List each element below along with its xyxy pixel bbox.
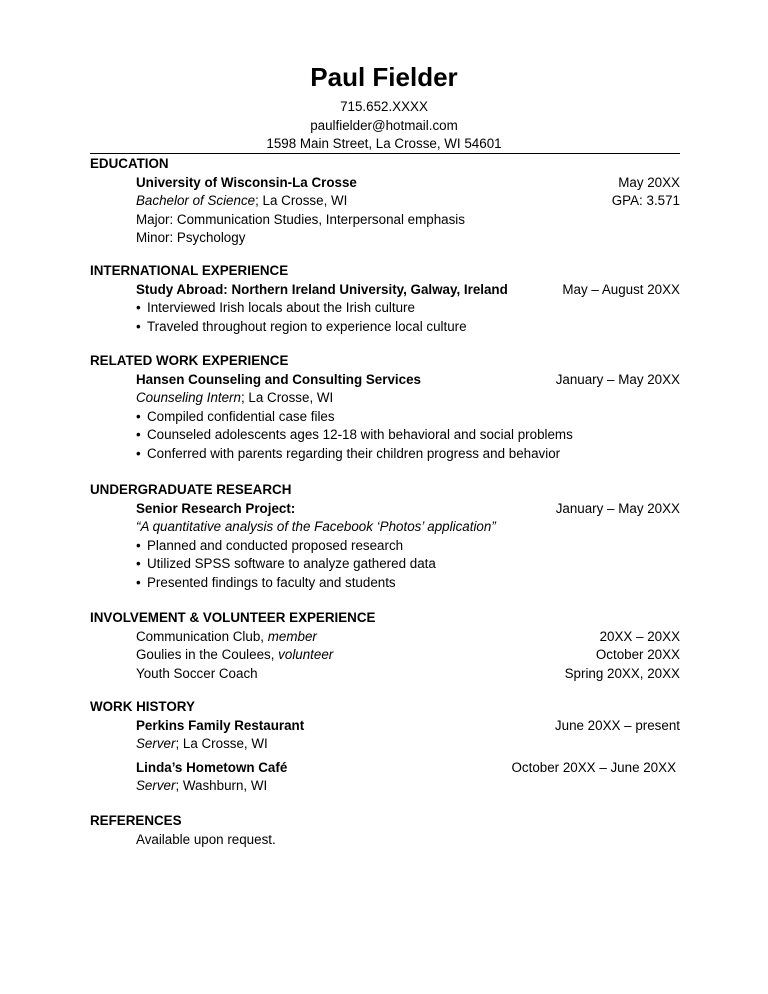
section-title: WORK HISTORY xyxy=(90,699,195,714)
employment-date: June 20XX – present xyxy=(554,717,680,733)
section-title: INVOLVEMENT & VOLUNTEER EXPERIENCE xyxy=(90,610,376,625)
list-item: • Presented findings to faculty and students xyxy=(136,574,680,593)
employment-date: October 20XX – June 20XX xyxy=(511,759,676,775)
org-date: Spring 20XX, 20XX xyxy=(564,665,680,681)
degree-line xyxy=(136,192,347,211)
role: Counseling Intern xyxy=(136,390,241,406)
education-entry xyxy=(90,174,680,248)
employment-date: January – May 20XX xyxy=(555,371,680,387)
program-date: May – August 20XX xyxy=(562,281,680,297)
school-name: University of Wisconsin-La Crosse xyxy=(136,174,357,190)
address: 1598 Main Street, La Crosse, WI 54601 xyxy=(266,136,502,152)
org-name: Youth Soccer Coach xyxy=(136,665,258,681)
work-history-entry xyxy=(90,717,680,796)
org-date: October 20XX xyxy=(595,647,680,663)
project-name: Senior Research Project: xyxy=(136,500,296,516)
list-item: • Conferred with parents regarding their children progress and behavior xyxy=(136,445,680,464)
list-item: • Utilized SPSS software to analyze gathered data xyxy=(136,555,680,574)
references-section xyxy=(90,812,680,849)
list-item: • Interviewed Irish locals about the Irish culture xyxy=(136,299,680,318)
education-date: May 20XX xyxy=(618,174,680,190)
role-location: ; La Crosse, WI xyxy=(240,390,334,406)
role-line xyxy=(136,389,680,408)
research-entry xyxy=(90,500,680,593)
education-section xyxy=(90,155,680,248)
research-section xyxy=(90,481,680,593)
header-divider xyxy=(90,153,680,154)
org-name: Goulies in the Coulees, xyxy=(136,647,279,663)
role: Server xyxy=(136,736,176,752)
involvement-section xyxy=(90,609,680,683)
role-line xyxy=(136,735,680,754)
degree: Bachelor of Science xyxy=(136,193,256,209)
list-item: • Counseled adolescents ages 12-18 with behavioral and social problems xyxy=(136,426,680,445)
phone: 715.652.XXXX xyxy=(340,99,428,114)
employer-name: Perkins Family Restaurant xyxy=(136,717,305,733)
section-title: INTERNATIONAL EXPERIENCE xyxy=(90,263,289,278)
employer-name: Hansen Counseling and Consulting Services xyxy=(136,371,421,387)
org-role: volunteer xyxy=(278,647,334,663)
references-entry xyxy=(90,831,680,850)
minor: Minor: Psychology xyxy=(136,230,246,246)
project-title: “A quantitative analysis of the Facebook ‘Photos’ application” xyxy=(136,519,496,535)
section-title: RELATED WORK EXPERIENCE xyxy=(90,353,289,368)
list-item xyxy=(136,628,680,647)
degree-location: ; La Crosse, WI xyxy=(255,193,348,209)
contact-block xyxy=(0,98,768,154)
email: paulfielder@hotmail.com xyxy=(310,117,458,133)
resume-name: Paul Fielder xyxy=(310,62,458,92)
role: Server xyxy=(136,778,176,794)
role-location: ; La Crosse, WI xyxy=(175,736,268,752)
role-location: ; Washburn, WI xyxy=(175,778,268,794)
org-role: member xyxy=(267,628,317,644)
section-title: EDUCATION xyxy=(90,156,169,171)
employer-name: Linda’s Hometown Café xyxy=(136,759,288,775)
list-item xyxy=(136,665,680,684)
section-title: REFERENCES xyxy=(90,813,182,828)
work-history-section xyxy=(90,698,680,796)
role-line xyxy=(136,777,680,796)
project-date: January – May 20XX xyxy=(555,500,680,516)
involvement-entry xyxy=(90,628,680,684)
list-item: • Planned and conducted proposed research xyxy=(136,537,680,556)
section-title: UNDERGRADUATE RESEARCH xyxy=(90,482,292,497)
list-item xyxy=(136,646,680,665)
org-date: 20XX – 20XX xyxy=(599,628,680,644)
references-text: Available upon request. xyxy=(136,831,276,847)
org-name: Communication Club, xyxy=(136,628,268,644)
list-item: • Compiled confidential case files xyxy=(136,408,680,427)
program-name: Study Abroad: Northern Ireland University, Galway, Ireland xyxy=(136,281,508,297)
related-work-entry xyxy=(90,371,680,464)
major: Major: Communication Studies, Interpersonal emphasis xyxy=(136,211,465,227)
related-work-section xyxy=(90,352,680,464)
gpa: GPA: 3.571 xyxy=(611,193,680,209)
international-entry xyxy=(90,281,680,337)
list-item: • Traveled throughout region to experience local culture xyxy=(136,318,680,337)
international-section xyxy=(90,262,680,336)
